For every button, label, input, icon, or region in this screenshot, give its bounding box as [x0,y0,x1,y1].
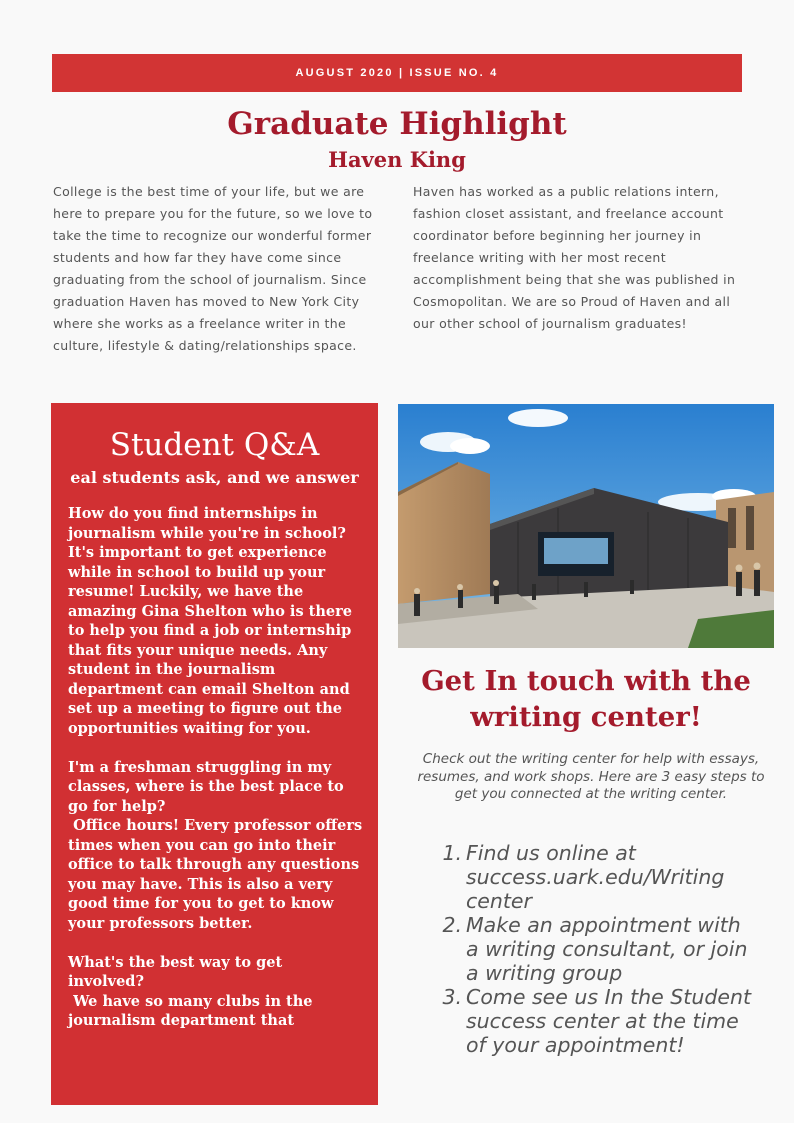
graduate-name: Haven King [328,147,466,172]
list-item [438,985,756,1057]
list-item [438,841,756,913]
qa-answer-2: Office hours! Every professor offers times when you can go into their office to talk through any questions you may have. This is also a very good time for you to get to know your professors better. [68,817,368,932]
writing-center-title: Get In touch with the writing center! [421,665,751,733]
qa-body [68,504,368,1031]
qa-title: Student Q&A [109,427,320,463]
highlight-left-column: College is the best time of your life, but we are here to prepare you for the future, so we love to take the time to recognize our wonderful former students and how far they have come since graduating from the school of journalism. Since graduation Haven has moved to New York City where she works as a freelance writer in the culture, lifestyle & dating/relationships space. [53,184,373,353]
qa-question-3: What's the best way to get involved? [68,953,283,990]
highlight-right-column: Haven has worked as a public relations intern, fashion closet assistant, and freelance account coordinator before beginning her journey in freelance writing with her most recent accomplishment being that she was published in Cosmopolitan. We are so Proud of Haven and all our other school of journalism graduates! [413,184,736,331]
qa-question-2: I'm a freshman struggling in my classes, where is the best place to go for help? [68,758,344,815]
step-text: Find us online at success.uark.edu/Writing center [466,841,725,913]
list-item [438,913,756,985]
page-title: Graduate Highlight [227,106,567,142]
step-number: 3. [442,985,462,1009]
step-number: 2. [442,913,462,937]
qa-question-1: How do you find internships in journalism while you're in school? [68,505,346,542]
student-qa-panel [51,403,378,1105]
writing-center-description: Check out the writing center for help with essays, resumes, and work shops. Here are 3 easy steps to get you connected at the writing center. [417,751,765,802]
step-text: Make an appointment with a writing consultant, or join a writing group [466,913,748,985]
campus-building-photo [398,404,774,648]
writing-center-steps [438,841,756,1057]
step-number: 1. [442,841,462,865]
qa-answer-1: It's important to get experience while in school to build up your resume! Luckily, we have the amazing Gina Shelton who is there to help you find a job or internship that fits your unique needs. Any student in the journalism department can email Shelton and set up a meeting to figure out the opportunities waiting for you. [68,544,352,737]
step-text: Come see us In the Student success center at the time of your appointment! [466,985,751,1057]
issue-banner: AUGUST 2020 | ISSUE NO. 4 [52,54,742,92]
qa-answer-3: We have so many clubs in the journalism department that [68,992,318,1029]
qa-subtitle: eal students ask, and we answer [70,468,359,487]
